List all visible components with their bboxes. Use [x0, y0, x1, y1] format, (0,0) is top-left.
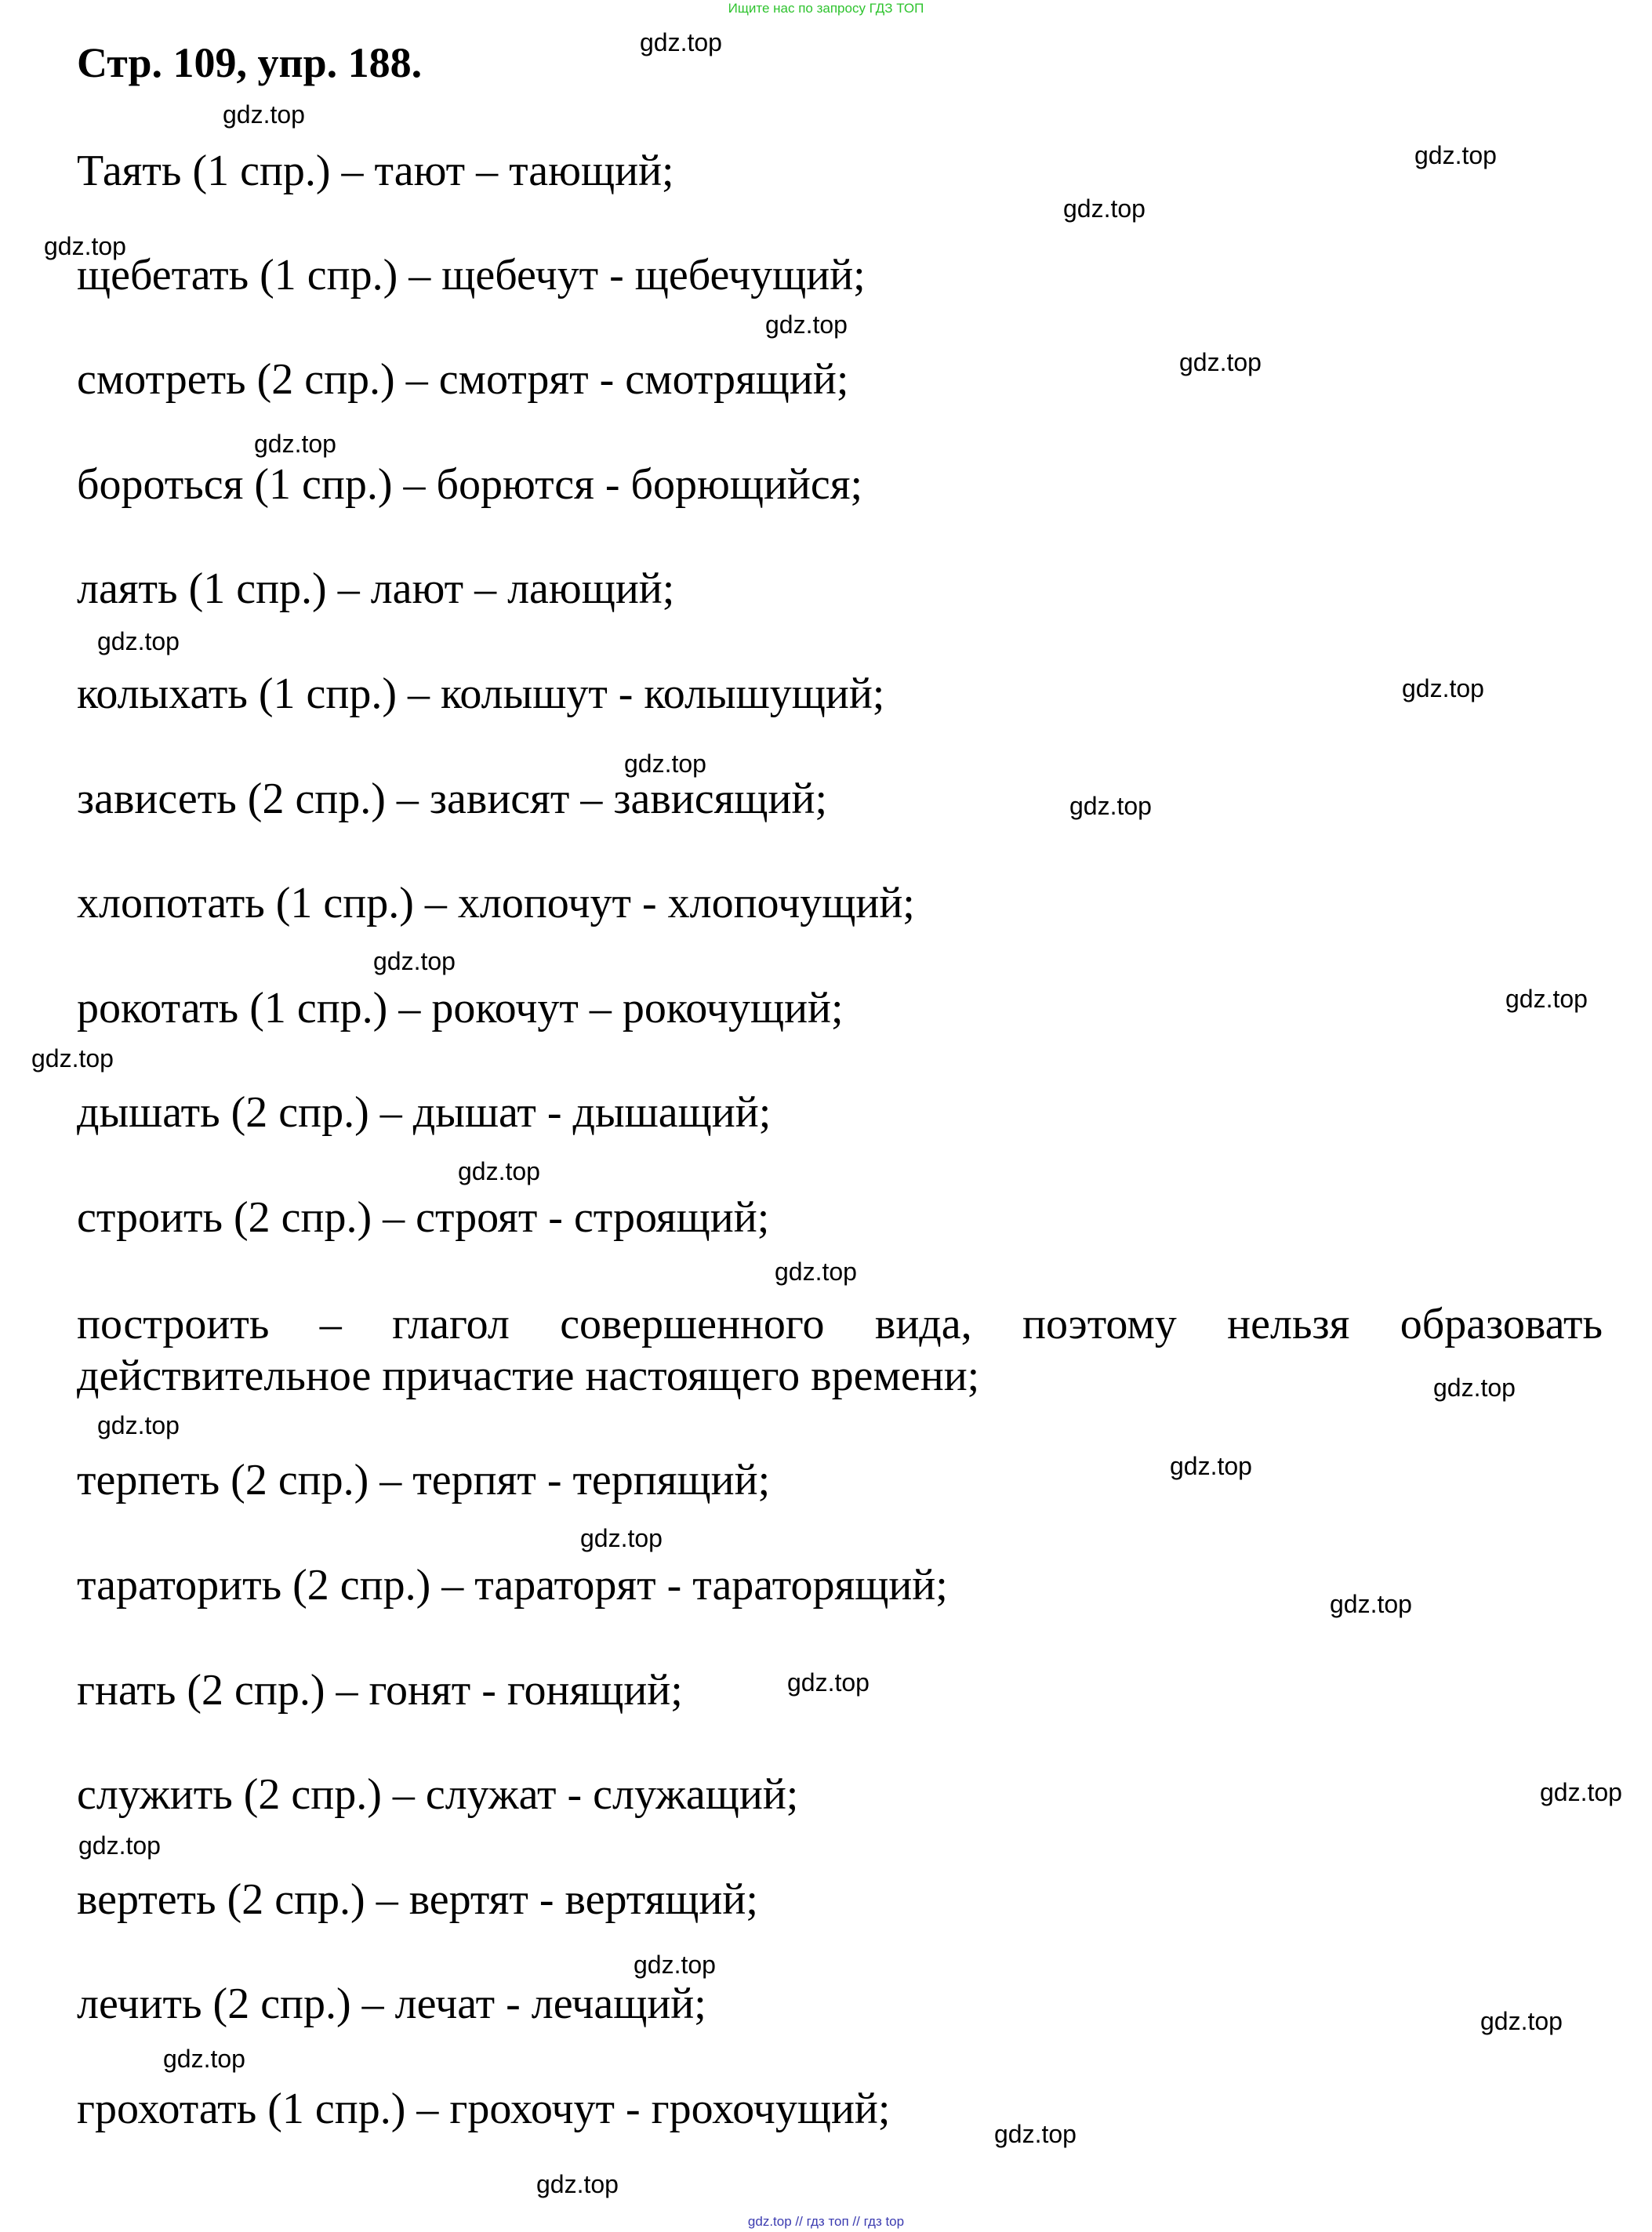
watermark: gdz.top	[994, 2120, 1077, 2148]
watermark: gdz.top	[254, 430, 336, 458]
watermark: gdz.top	[223, 100, 305, 129]
answer-line: гнать (2 спр.) – гонят - гонящий;	[77, 1666, 683, 1715]
watermark: gdz.top	[44, 232, 126, 260]
note-line-1: построить – глагол совершенного вида, поэтому нельзя образовать	[77, 1300, 1603, 1348]
answer-line: зависеть (2 спр.) – зависят – зависящий;	[77, 775, 828, 823]
answer-line: строить (2 спр.) – строят - строящий;	[77, 1193, 770, 1242]
answer-line: лечить (2 спр.) – лечат - лечащий;	[77, 1980, 706, 2028]
watermark: gdz.top	[634, 1951, 716, 1979]
watermark: gdz.top	[1433, 1374, 1516, 1402]
answer-line: хлопотать (1 спр.) – хлопочут - хлопочущий;	[77, 879, 915, 927]
watermark: gdz.top	[1540, 1778, 1622, 1806]
watermark: gdz.top	[765, 310, 848, 339]
watermark: gdz.top	[1179, 348, 1262, 376]
watermark: gdz.top	[163, 2045, 245, 2073]
answer-line: дышать (2 спр.) – дышат - дышащий;	[77, 1088, 772, 1137]
footer-note: gdz.top // гдз топ // гдз top	[747, 2214, 905, 2229]
watermark: gdz.top	[1063, 194, 1146, 223]
watermark: gdz.top	[1170, 1452, 1252, 1480]
answer-line: бороться (1 спр.) – борются - борющийся;	[77, 460, 863, 509]
watermark: gdz.top	[97, 627, 180, 655]
answer-line: лаять (1 спр.) – лают – лающий;	[77, 564, 675, 613]
watermark: gdz.top	[1414, 141, 1497, 169]
watermark: gdz.top	[536, 2170, 619, 2198]
answer-line: смотреть (2 спр.) – смотрят - смотрящий;	[77, 355, 849, 404]
answer-line: колыхать (1 спр.) – колышут - колышущий;	[77, 670, 885, 718]
watermark: gdz.top	[1480, 2007, 1563, 2035]
note-line-2: действительное причастие настоящего времени;	[77, 1352, 980, 1400]
answer-line: грохотать (1 спр.) – грохочут - грохочущий;	[77, 2085, 891, 2133]
answer-line: вертеть (2 спр.) – вертят - вертящий;	[77, 1875, 758, 1924]
watermark: gdz.top	[78, 1831, 161, 1860]
watermark: gdz.top	[1505, 985, 1588, 1013]
answer-line: служить (2 спр.) – служат - служащий;	[77, 1770, 799, 1819]
watermark: gdz.top	[458, 1157, 540, 1185]
watermark: gdz.top	[97, 1411, 180, 1439]
watermark: gdz.top	[787, 1668, 870, 1697]
watermark: gdz.top	[1069, 792, 1152, 820]
watermark: gdz.top	[1330, 1590, 1412, 1618]
page-title: Стр. 109, упр. 188.	[77, 39, 423, 86]
answer-line: Таять (1 спр.) – тают – тающий;	[77, 147, 674, 195]
header-note: Ищите нас по запросу ГДЗ ТОП	[728, 1, 924, 16]
answer-line: терпеть (2 спр.) – терпят - терпящий;	[77, 1456, 771, 1504]
watermark: gdz.top	[580, 1524, 663, 1552]
watermark: gdz.top	[373, 947, 456, 975]
watermark: gdz.top	[624, 749, 706, 778]
watermark: gdz.top	[775, 1258, 857, 1286]
watermark: gdz.top	[31, 1044, 114, 1072]
watermark: gdz.top	[640, 28, 722, 56]
answer-line: тараторить (2 спр.) – тараторят - тараторящий;	[77, 1561, 948, 1610]
answer-line: рокотать (1 спр.) – рокочут – рокочущий;	[77, 984, 844, 1033]
note-paragraph	[77, 1298, 1603, 1402]
answer-line: щебетать (1 спр.) – щебечут - щебечущий;	[77, 251, 866, 299]
watermark: gdz.top	[1402, 674, 1484, 702]
